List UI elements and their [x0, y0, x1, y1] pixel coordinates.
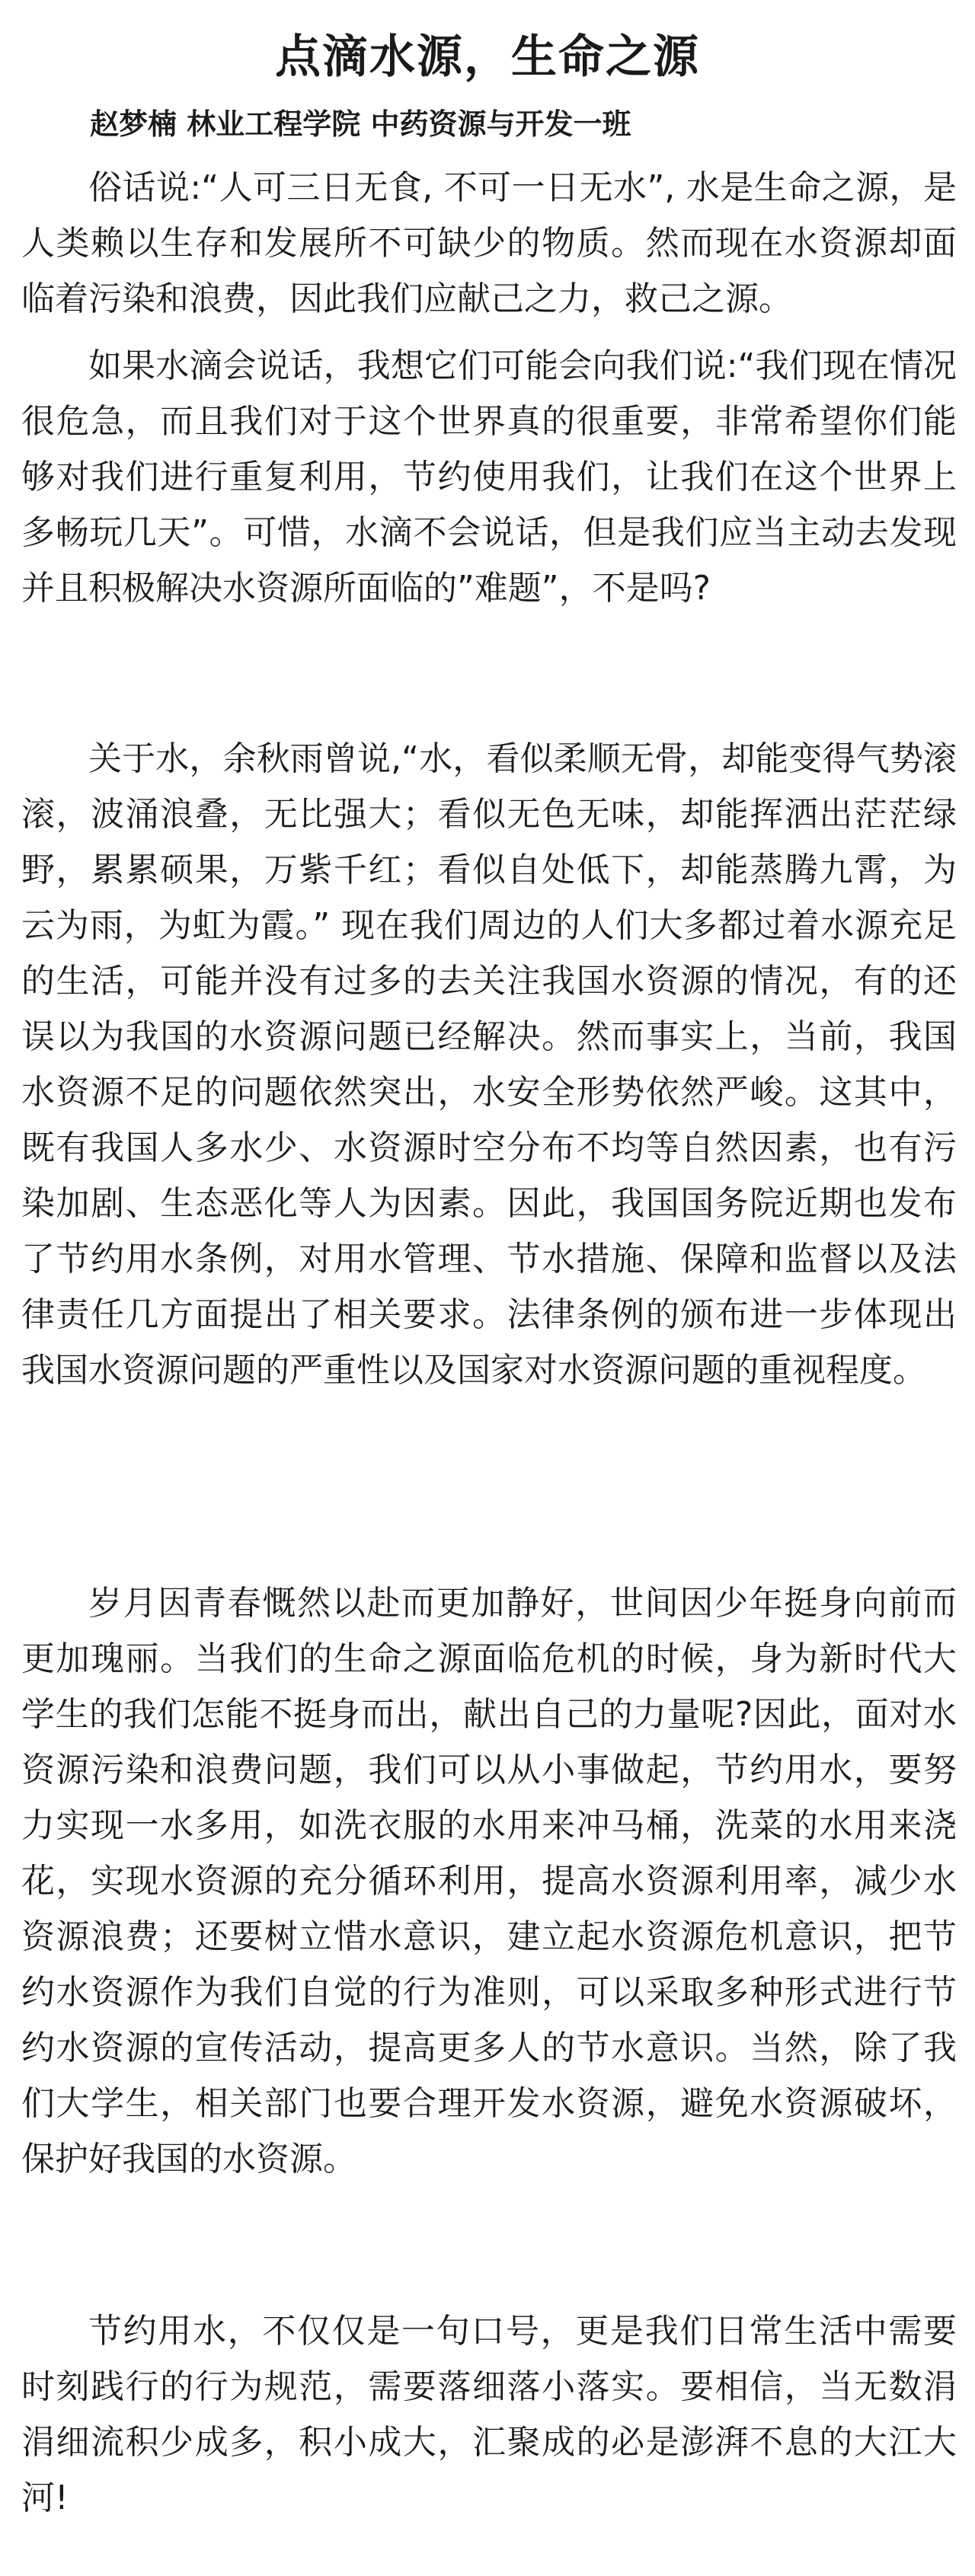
paragraph-3: 关于水，余秋雨曾说,“水，看似柔顺无骨，却能变得气势滚滚，波涌浪叠，无比强大；看似无色无味，却能挥洒出茫茫绿野，累累硕果，万紫千红；看似自处低下，却能蒸腾九霄，为云为雨，为虹为霞。” 现在我们周边的人们大多都过着水源充足的生活，可能并没有过多的去关注我国水资源的情况，有的还误以为我国的水资源问题已经解决。然而事实上，当前，我国水资源不足的问题依然突出，水安全形势依然严峻。这其中，既有我国人多水少、水资源时空分布不均等自然因素，也有污染加剧、生态恶化等人为因素。因此，我国国务院近期也发布了节约用水条例，对用水管理、节水措施、保障和监督以及法律责任几方面提出了相关要求。法律条例的颁布进一步体现出我国水资源问题的严重性以及国家对水资源问题的重视程度。 — [21, 739, 957, 1390]
paragraph-5: 节约用水，不仅仅是一句口号，更是我们日常生活中需要时刻践行的行为规范，需要落细落小落实。要相信，当无数涓涓细流积少成多，积小成大，汇聚成的必是澎湃不息的大江大河! — [21, 2312, 957, 2517]
paragraph-1: 俗话说:“人可三日无食, 不可一日无水”, 水是生命之源，是人类赖以生存和发展所不可缺少的物质。然而现在水资源却面临着污染和浪费，因此我们应献己之力，救己之源。 — [21, 168, 957, 318]
paragraph-2: 如果水滴会说话，我想它们可能会向我们说:“我们现在情况很危急，而且我们对于这个世界真的很重要，非常希望你们能够对我们进行重复利用，节约使用我们，让我们在这个世界上多畅玩几天”。可惜，水滴不会说话，但是我们应当主动去发现并且积极解决水资源所面临的”难题”，不是吗? — [21, 346, 957, 608]
paragraph-4: 岁月因青春慨然以赴而更加静好，世间因少年挺身向前而更加瑰丽。当我们的生命之源面临危机的时候，身为新时代大学生的我们怎能不挺身而出，献出自己的力量呢?因此，面对水资源污染和浪费问题，我们可以从小事做起，节约用水，要努力实现一水多用，如洗衣服的水用来冲马桶，洗菜的水用来浇花，实现水资源的充分循环利用，提高水资源利用率，减少水资源浪费；还要树立惜水意识，建立起水资源危机意识，把节约水资源作为我们自觉的行为准则，可以采取多种形式进行节约水资源的宣传活动，提高更多人的节水意识。当然，除了我们大学生，相关部门也要合理开发水资源，避免水资源破坏，保护好我国的水资源。 — [21, 1584, 957, 2179]
document-title: 点滴水源，生命之源 — [275, 30, 700, 84]
author-byline: 赵梦楠 林业工程学院 中药资源与开发一班 — [90, 107, 631, 141]
